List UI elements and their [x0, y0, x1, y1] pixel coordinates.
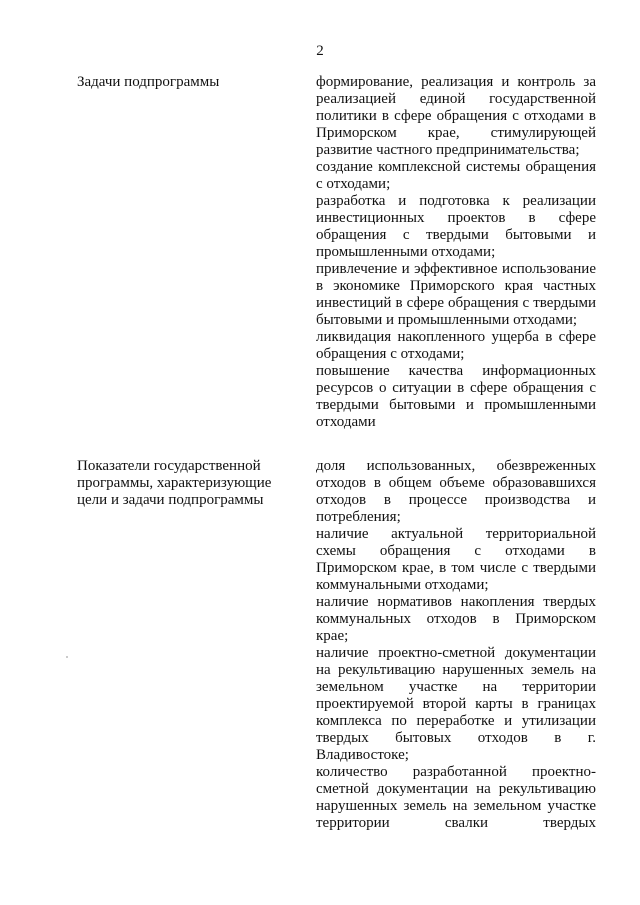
list-item: разработка и подготовка к реализации инвестиционных проектов в сфере обращения с твердыми бытовыми и промышленными отходами; [316, 193, 596, 260]
list-item: создание комплексной системы обращения с отходами; [316, 159, 596, 192]
row-content-subprogram-tasks [316, 74, 596, 431]
list-item: привлечение и эффективное использование в экономике Приморского края частных инвестиций в сфере обращения с твердыми бытовыми и промышленными отходами; [316, 261, 596, 328]
list-item: наличие проектно-сметной документации на рекультивацию нарушенных земель на земельном участке на территории проектируемой второй карты в границах комплекса по переработке и утилизации твердых бытовых отходов в г. Владивостоке; [316, 645, 596, 763]
list-item: повышение качества информационных ресурсов о ситуации в сфере обращения с твердыми бытовыми и промышленными отходами [316, 363, 596, 430]
scan-speck [66, 656, 68, 658]
list-item: наличие актуальной территориальной схемы обращения с отходами в Приморском крае, в том числе с твердыми коммунальными отходами; [316, 526, 596, 593]
list-item: доля использованных, обезвреженных отходов в общем объеме образовавшихся отходов в процессе производства и потребления; [316, 458, 596, 525]
row-label-subprogram-tasks: Задачи подпрограммы [77, 74, 220, 90]
page-number: 2 [316, 43, 324, 59]
list-item: формирование, реализация и контроль за реализацией единой государственной политики в сфере обращения с отходами в Приморском крае, стимулирующей развитие частного предпринимательства; [316, 74, 596, 158]
list-item: количество разработанной проектно-сметной документации на рекультивацию нарушенных земель на земельном участке территории свалки твердых [316, 764, 596, 831]
row-content-program-indicators [316, 458, 596, 832]
row-label-program-indicators: Показатели государственной программы, характеризующие цели и задачи подпрограммы [77, 458, 272, 508]
list-item: ликвидация накопленного ущерба в сфере обращения с отходами; [316, 329, 596, 362]
list-item: наличие нормативов накопления твердых коммунальных отходов в Приморском крае; [316, 594, 596, 644]
